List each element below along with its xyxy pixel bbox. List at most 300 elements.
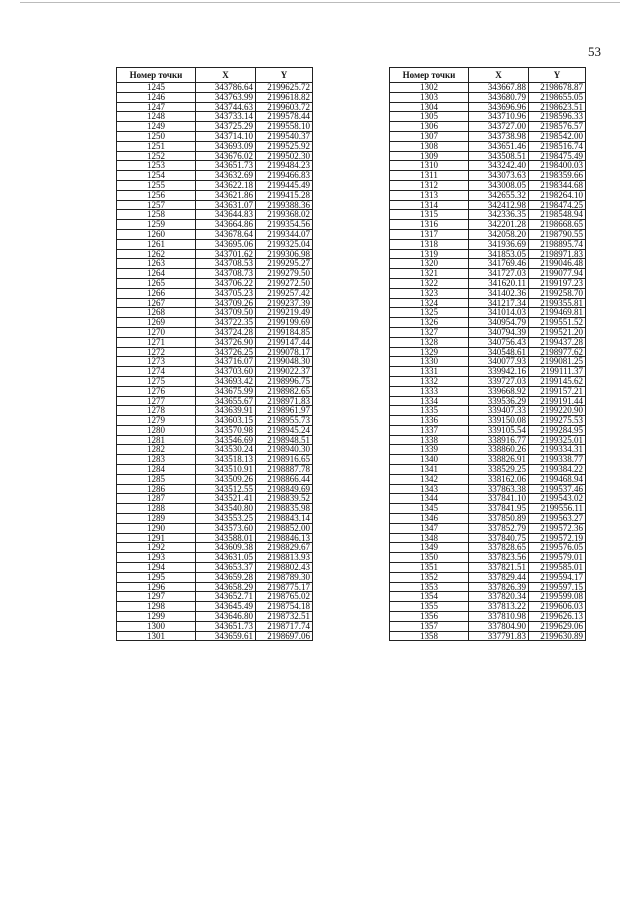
table-row bbox=[390, 83, 586, 93]
point-number-cell: 1294 bbox=[117, 563, 196, 573]
table-row bbox=[390, 514, 586, 524]
x-coordinate-cell: 338826.91 bbox=[469, 455, 529, 465]
x-coordinate-cell: 343714.10 bbox=[196, 131, 256, 141]
y-coordinate-cell: 2198789.30 bbox=[256, 572, 313, 582]
table-row bbox=[390, 337, 586, 347]
x-coordinate-cell: 343651.73 bbox=[196, 621, 256, 631]
y-coordinate-cell: 2199197.23 bbox=[529, 278, 586, 288]
x-coordinate-cell: 343655.67 bbox=[196, 396, 256, 406]
x-coordinate-cell: 343653.37 bbox=[196, 563, 256, 573]
table-row bbox=[117, 435, 313, 445]
x-coordinate-cell: 343644.83 bbox=[196, 210, 256, 220]
point-number-cell: 1335 bbox=[390, 406, 469, 416]
point-number-cell: 1318 bbox=[390, 239, 469, 249]
point-number-cell: 1291 bbox=[117, 533, 196, 543]
x-coordinate-cell: 337841.95 bbox=[469, 504, 529, 514]
point-number-cell: 1281 bbox=[117, 435, 196, 445]
y-coordinate-cell: 2198576.57 bbox=[529, 122, 586, 132]
table-row bbox=[390, 278, 586, 288]
x-coordinate-cell: 343709.26 bbox=[196, 298, 256, 308]
x-coordinate-cell: 341853.05 bbox=[469, 249, 529, 259]
point-number-cell: 1290 bbox=[117, 523, 196, 533]
point-number-cell: 1319 bbox=[390, 249, 469, 259]
table-row bbox=[390, 161, 586, 171]
y-coordinate-cell: 2198596.33 bbox=[529, 112, 586, 122]
point-number-cell: 1280 bbox=[117, 425, 196, 435]
y-coordinate-cell: 2199585.01 bbox=[529, 563, 586, 573]
table-row bbox=[117, 210, 313, 220]
point-number-cell: 1322 bbox=[390, 278, 469, 288]
point-number-cell: 1269 bbox=[117, 318, 196, 328]
y-coordinate-cell: 2198516.74 bbox=[529, 141, 586, 151]
table-row bbox=[390, 504, 586, 514]
point-number-cell: 1255 bbox=[117, 180, 196, 190]
x-coordinate-cell: 343678.64 bbox=[196, 229, 256, 239]
point-number-cell: 1328 bbox=[390, 337, 469, 347]
y-coordinate-cell: 2199556.11 bbox=[529, 504, 586, 514]
point-number-cell: 1317 bbox=[390, 229, 469, 239]
table-row bbox=[117, 347, 313, 357]
y-coordinate-cell: 2199306.98 bbox=[256, 249, 313, 259]
x-coordinate-cell: 343632.69 bbox=[196, 171, 256, 181]
y-coordinate-cell: 2198732.51 bbox=[256, 612, 313, 622]
table-row bbox=[117, 112, 313, 122]
header-point-number: Номер точки bbox=[390, 68, 469, 83]
table-row bbox=[117, 131, 313, 141]
x-coordinate-cell: 343242.40 bbox=[469, 161, 529, 171]
x-coordinate-cell: 343659.28 bbox=[196, 572, 256, 582]
point-number-cell: 1288 bbox=[117, 504, 196, 514]
x-coordinate-cell: 343639.91 bbox=[196, 406, 256, 416]
table-row bbox=[390, 180, 586, 190]
x-coordinate-cell: 343722.35 bbox=[196, 318, 256, 328]
table-row bbox=[117, 92, 313, 102]
table-row bbox=[117, 161, 313, 171]
point-number-cell: 1344 bbox=[390, 494, 469, 504]
point-number-cell: 1260 bbox=[117, 229, 196, 239]
table-row bbox=[117, 386, 313, 396]
table-row bbox=[117, 141, 313, 151]
point-number-cell: 1320 bbox=[390, 259, 469, 269]
point-number-cell: 1358 bbox=[390, 631, 469, 641]
table-row bbox=[390, 386, 586, 396]
point-number-cell: 1252 bbox=[117, 151, 196, 161]
table-row bbox=[390, 396, 586, 406]
x-coordinate-cell: 343725.29 bbox=[196, 122, 256, 132]
x-coordinate-cell: 341217.34 bbox=[469, 298, 529, 308]
y-coordinate-cell: 2199048.30 bbox=[256, 357, 313, 367]
table-row bbox=[390, 376, 586, 386]
y-coordinate-cell: 2199579.01 bbox=[529, 553, 586, 563]
x-coordinate-cell: 337828.65 bbox=[469, 543, 529, 553]
y-coordinate-cell: 2198475.49 bbox=[529, 151, 586, 161]
x-coordinate-cell: 343693.09 bbox=[196, 141, 256, 151]
table-row bbox=[390, 523, 586, 533]
y-coordinate-cell: 2198977.62 bbox=[529, 347, 586, 357]
table-row bbox=[117, 592, 313, 602]
coordinates-table-right bbox=[389, 67, 586, 641]
table-row bbox=[390, 367, 586, 377]
table-row bbox=[117, 504, 313, 514]
x-coordinate-cell: 337823.56 bbox=[469, 553, 529, 563]
y-coordinate-cell: 2199629.06 bbox=[529, 621, 586, 631]
x-coordinate-cell: 338860.26 bbox=[469, 445, 529, 455]
table-row bbox=[390, 474, 586, 484]
point-number-cell: 1302 bbox=[390, 83, 469, 93]
point-number-cell: 1311 bbox=[390, 171, 469, 181]
y-coordinate-cell: 2199022.37 bbox=[256, 367, 313, 377]
y-coordinate-cell: 2199081.25 bbox=[529, 357, 586, 367]
y-coordinate-cell: 2199525.92 bbox=[256, 141, 313, 151]
x-coordinate-cell: 343733.14 bbox=[196, 112, 256, 122]
table-row bbox=[390, 455, 586, 465]
table-row bbox=[117, 514, 313, 524]
y-coordinate-cell: 2198813.93 bbox=[256, 553, 313, 563]
x-coordinate-cell: 343705.23 bbox=[196, 288, 256, 298]
table-row bbox=[117, 523, 313, 533]
table-row bbox=[390, 171, 586, 181]
point-number-cell: 1312 bbox=[390, 180, 469, 190]
table-row bbox=[117, 357, 313, 367]
table-row bbox=[390, 416, 586, 426]
y-coordinate-cell: 2198548.94 bbox=[529, 210, 586, 220]
table-row bbox=[117, 269, 313, 279]
x-coordinate-cell: 343710.96 bbox=[469, 112, 529, 122]
point-number-cell: 1304 bbox=[390, 102, 469, 112]
point-number-cell: 1256 bbox=[117, 190, 196, 200]
x-coordinate-cell: 342058.20 bbox=[469, 229, 529, 239]
point-number-cell: 1261 bbox=[117, 239, 196, 249]
table-row bbox=[390, 151, 586, 161]
table-row bbox=[117, 572, 313, 582]
y-coordinate-cell: 2198790.55 bbox=[529, 229, 586, 239]
y-coordinate-cell: 2198948.51 bbox=[256, 435, 313, 445]
table-row bbox=[390, 543, 586, 553]
point-number-cell: 1310 bbox=[390, 161, 469, 171]
x-coordinate-cell: 341727.03 bbox=[469, 269, 529, 279]
table-row bbox=[390, 582, 586, 592]
y-coordinate-cell: 2199199.69 bbox=[256, 318, 313, 328]
table-row bbox=[117, 396, 313, 406]
point-number-cell: 1282 bbox=[117, 445, 196, 455]
y-coordinate-cell: 2199597.15 bbox=[529, 582, 586, 592]
y-coordinate-cell: 2198542.00 bbox=[529, 131, 586, 141]
point-number-cell: 1289 bbox=[117, 514, 196, 524]
x-coordinate-cell: 343695.06 bbox=[196, 239, 256, 249]
x-coordinate-cell: 340756.43 bbox=[469, 337, 529, 347]
point-number-cell: 1325 bbox=[390, 308, 469, 318]
y-coordinate-cell: 2198829.67 bbox=[256, 543, 313, 553]
table-row bbox=[117, 376, 313, 386]
y-coordinate-cell: 2199578.44 bbox=[256, 112, 313, 122]
y-coordinate-cell: 2199279.50 bbox=[256, 269, 313, 279]
point-number-cell: 1287 bbox=[117, 494, 196, 504]
y-coordinate-cell: 2198678.87 bbox=[529, 83, 586, 93]
y-coordinate-cell: 2199563.27 bbox=[529, 514, 586, 524]
point-number-cell: 1275 bbox=[117, 376, 196, 386]
x-coordinate-cell: 343658.29 bbox=[196, 582, 256, 592]
y-coordinate-cell: 2199237.39 bbox=[256, 298, 313, 308]
table-row bbox=[390, 465, 586, 475]
y-coordinate-cell: 2199572.36 bbox=[529, 523, 586, 533]
point-number-cell: 1337 bbox=[390, 425, 469, 435]
point-number-cell: 1273 bbox=[117, 357, 196, 367]
point-number-cell: 1331 bbox=[390, 367, 469, 377]
point-number-cell: 1297 bbox=[117, 592, 196, 602]
y-coordinate-cell: 2198839.52 bbox=[256, 494, 313, 504]
x-coordinate-cell: 343546.69 bbox=[196, 435, 256, 445]
table-row bbox=[117, 543, 313, 553]
x-coordinate-cell: 337810.98 bbox=[469, 612, 529, 622]
point-number-cell: 1248 bbox=[117, 112, 196, 122]
y-coordinate-cell: 2198940.30 bbox=[256, 445, 313, 455]
y-coordinate-cell: 2199543.02 bbox=[529, 494, 586, 504]
x-coordinate-cell: 343680.79 bbox=[469, 92, 529, 102]
x-coordinate-cell: 343726.90 bbox=[196, 337, 256, 347]
table-row bbox=[390, 102, 586, 112]
x-coordinate-cell: 340077.93 bbox=[469, 357, 529, 367]
table-row bbox=[117, 190, 313, 200]
y-coordinate-cell: 2198623.51 bbox=[529, 102, 586, 112]
point-number-cell: 1263 bbox=[117, 259, 196, 269]
point-number-cell: 1293 bbox=[117, 553, 196, 563]
x-coordinate-cell: 339668.92 bbox=[469, 386, 529, 396]
x-coordinate-cell: 340548.61 bbox=[469, 347, 529, 357]
table-row bbox=[390, 318, 586, 328]
y-coordinate-cell: 2198697.06 bbox=[256, 631, 313, 641]
y-coordinate-cell: 2199384.22 bbox=[529, 465, 586, 475]
point-number-cell: 1353 bbox=[390, 582, 469, 592]
x-coordinate-cell: 343508.51 bbox=[469, 151, 529, 161]
table-row bbox=[117, 425, 313, 435]
table-row bbox=[117, 249, 313, 259]
table-row bbox=[390, 484, 586, 494]
point-number-cell: 1295 bbox=[117, 572, 196, 582]
y-coordinate-cell: 2199606.03 bbox=[529, 602, 586, 612]
x-coordinate-cell: 339105.54 bbox=[469, 425, 529, 435]
point-number-cell: 1250 bbox=[117, 131, 196, 141]
table-row bbox=[117, 200, 313, 210]
y-coordinate-cell: 2199355.81 bbox=[529, 298, 586, 308]
table-row bbox=[117, 239, 313, 249]
x-coordinate-cell: 337821.51 bbox=[469, 563, 529, 573]
point-number-cell: 1270 bbox=[117, 327, 196, 337]
point-number-cell: 1278 bbox=[117, 406, 196, 416]
point-number-cell: 1323 bbox=[390, 288, 469, 298]
x-coordinate-cell: 343651.46 bbox=[469, 141, 529, 151]
table-header-row bbox=[390, 68, 586, 83]
table-row bbox=[390, 122, 586, 132]
point-number-cell: 1303 bbox=[390, 92, 469, 102]
y-coordinate-cell: 2198971.83 bbox=[256, 396, 313, 406]
y-coordinate-cell: 2199147.44 bbox=[256, 337, 313, 347]
x-coordinate-cell: 343706.22 bbox=[196, 278, 256, 288]
y-coordinate-cell: 2198916.65 bbox=[256, 455, 313, 465]
table-row bbox=[390, 406, 586, 416]
table-row bbox=[117, 298, 313, 308]
point-number-cell: 1355 bbox=[390, 602, 469, 612]
x-coordinate-cell: 339942.16 bbox=[469, 367, 529, 377]
x-coordinate-cell: 343603.15 bbox=[196, 416, 256, 426]
table-row bbox=[117, 602, 313, 612]
x-coordinate-cell: 340794.39 bbox=[469, 327, 529, 337]
point-number-cell: 1299 bbox=[117, 612, 196, 622]
table-row bbox=[117, 612, 313, 622]
point-number-cell: 1277 bbox=[117, 396, 196, 406]
y-coordinate-cell: 2199046.48 bbox=[529, 259, 586, 269]
y-coordinate-cell: 2199325.04 bbox=[256, 239, 313, 249]
table-row bbox=[390, 298, 586, 308]
x-coordinate-cell: 341936.69 bbox=[469, 239, 529, 249]
y-coordinate-cell: 2199603.72 bbox=[256, 102, 313, 112]
x-coordinate-cell: 343716.07 bbox=[196, 357, 256, 367]
point-number-cell: 1348 bbox=[390, 533, 469, 543]
point-number-cell: 1272 bbox=[117, 347, 196, 357]
point-number-cell: 1300 bbox=[117, 621, 196, 631]
x-coordinate-cell: 342655.32 bbox=[469, 190, 529, 200]
x-coordinate-cell: 343709.50 bbox=[196, 308, 256, 318]
x-coordinate-cell: 339536.29 bbox=[469, 396, 529, 406]
x-coordinate-cell: 337813.22 bbox=[469, 602, 529, 612]
point-number-cell: 1268 bbox=[117, 308, 196, 318]
x-coordinate-cell: 339150.08 bbox=[469, 416, 529, 426]
table-row bbox=[390, 141, 586, 151]
y-coordinate-cell: 2198895.74 bbox=[529, 239, 586, 249]
y-coordinate-cell: 2199625.72 bbox=[256, 83, 313, 93]
x-coordinate-cell: 342412.98 bbox=[469, 200, 529, 210]
x-coordinate-cell: 337829.44 bbox=[469, 572, 529, 582]
point-number-cell: 1345 bbox=[390, 504, 469, 514]
x-coordinate-cell: 343073.63 bbox=[469, 171, 529, 181]
table-row bbox=[117, 553, 313, 563]
y-coordinate-cell: 2198717.74 bbox=[256, 621, 313, 631]
point-number-cell: 1245 bbox=[117, 83, 196, 93]
point-number-cell: 1271 bbox=[117, 337, 196, 347]
table-row bbox=[390, 621, 586, 631]
y-coordinate-cell: 2199368.02 bbox=[256, 210, 313, 220]
point-number-cell: 1309 bbox=[390, 151, 469, 161]
y-coordinate-cell: 2199466.83 bbox=[256, 171, 313, 181]
x-coordinate-cell: 343676.02 bbox=[196, 151, 256, 161]
table-row bbox=[117, 484, 313, 494]
x-coordinate-cell: 343652.71 bbox=[196, 592, 256, 602]
point-number-cell: 1253 bbox=[117, 161, 196, 171]
y-coordinate-cell: 2199157.21 bbox=[529, 386, 586, 396]
y-coordinate-cell: 2199437.28 bbox=[529, 337, 586, 347]
y-coordinate-cell: 2198775.17 bbox=[256, 582, 313, 592]
y-coordinate-cell: 2198754.18 bbox=[256, 602, 313, 612]
y-coordinate-cell: 2198955.73 bbox=[256, 416, 313, 426]
table-row bbox=[117, 494, 313, 504]
x-coordinate-cell: 343570.98 bbox=[196, 425, 256, 435]
y-coordinate-cell: 2199220.90 bbox=[529, 406, 586, 416]
table-row bbox=[390, 200, 586, 210]
point-number-cell: 1327 bbox=[390, 327, 469, 337]
point-number-cell: 1274 bbox=[117, 367, 196, 377]
y-coordinate-cell: 2198982.65 bbox=[256, 386, 313, 396]
y-coordinate-cell: 2198961.97 bbox=[256, 406, 313, 416]
point-number-cell: 1251 bbox=[117, 141, 196, 151]
point-number-cell: 1356 bbox=[390, 612, 469, 622]
table-row bbox=[390, 131, 586, 141]
y-coordinate-cell: 2199594.17 bbox=[529, 572, 586, 582]
y-coordinate-cell: 2199388.36 bbox=[256, 200, 313, 210]
header-point-number: Номер точки bbox=[117, 68, 196, 83]
table-row bbox=[390, 592, 586, 602]
x-coordinate-cell: 343609.38 bbox=[196, 543, 256, 553]
table-row bbox=[390, 249, 586, 259]
y-coordinate-cell: 2199630.89 bbox=[529, 631, 586, 641]
point-number-cell: 1257 bbox=[117, 200, 196, 210]
y-coordinate-cell: 2199145.62 bbox=[529, 376, 586, 386]
table-row bbox=[390, 357, 586, 367]
x-coordinate-cell: 343786.64 bbox=[196, 83, 256, 93]
table-row bbox=[390, 92, 586, 102]
table-row bbox=[390, 269, 586, 279]
point-number-cell: 1296 bbox=[117, 582, 196, 592]
x-coordinate-cell: 343621.86 bbox=[196, 190, 256, 200]
point-number-cell: 1265 bbox=[117, 278, 196, 288]
y-coordinate-cell: 2198264.10 bbox=[529, 190, 586, 200]
point-number-cell: 1292 bbox=[117, 543, 196, 553]
y-coordinate-cell: 2198802.43 bbox=[256, 563, 313, 573]
point-number-cell: 1346 bbox=[390, 514, 469, 524]
point-number-cell: 1279 bbox=[117, 416, 196, 426]
table-row bbox=[390, 553, 586, 563]
x-coordinate-cell: 337840.75 bbox=[469, 533, 529, 543]
x-coordinate-cell: 343726.25 bbox=[196, 347, 256, 357]
x-coordinate-cell: 343588.01 bbox=[196, 533, 256, 543]
table-row bbox=[117, 533, 313, 543]
x-coordinate-cell: 343521.41 bbox=[196, 494, 256, 504]
header-x: X bbox=[196, 68, 256, 83]
table-row bbox=[390, 631, 586, 641]
y-coordinate-cell: 2198887.78 bbox=[256, 465, 313, 475]
point-number-cell: 1357 bbox=[390, 621, 469, 631]
table-row bbox=[117, 445, 313, 455]
header-x: X bbox=[469, 68, 529, 83]
x-coordinate-cell: 343708.53 bbox=[196, 259, 256, 269]
point-number-cell: 1351 bbox=[390, 563, 469, 573]
table-row bbox=[117, 406, 313, 416]
table-row bbox=[117, 259, 313, 269]
point-number-cell: 1254 bbox=[117, 171, 196, 181]
x-coordinate-cell: 343530.24 bbox=[196, 445, 256, 455]
y-coordinate-cell: 2199502.30 bbox=[256, 151, 313, 161]
y-coordinate-cell: 2198344.68 bbox=[529, 180, 586, 190]
table-row bbox=[390, 259, 586, 269]
point-number-cell: 1321 bbox=[390, 269, 469, 279]
x-coordinate-cell: 343703.60 bbox=[196, 367, 256, 377]
y-coordinate-cell: 2199469.81 bbox=[529, 308, 586, 318]
y-coordinate-cell: 2199537.46 bbox=[529, 484, 586, 494]
point-number-cell: 1286 bbox=[117, 484, 196, 494]
table-row bbox=[390, 112, 586, 122]
x-coordinate-cell: 339407.33 bbox=[469, 406, 529, 416]
table-row bbox=[390, 572, 586, 582]
y-coordinate-cell: 2198359.66 bbox=[529, 171, 586, 181]
table-row bbox=[117, 455, 313, 465]
point-number-cell: 1262 bbox=[117, 249, 196, 259]
table-row bbox=[390, 327, 586, 337]
y-coordinate-cell: 2199626.13 bbox=[529, 612, 586, 622]
x-coordinate-cell: 337863.38 bbox=[469, 484, 529, 494]
point-number-cell: 1330 bbox=[390, 357, 469, 367]
point-number-cell: 1264 bbox=[117, 269, 196, 279]
x-coordinate-cell: 343693.42 bbox=[196, 376, 256, 386]
point-number-cell: 1307 bbox=[390, 131, 469, 141]
table-row bbox=[390, 445, 586, 455]
